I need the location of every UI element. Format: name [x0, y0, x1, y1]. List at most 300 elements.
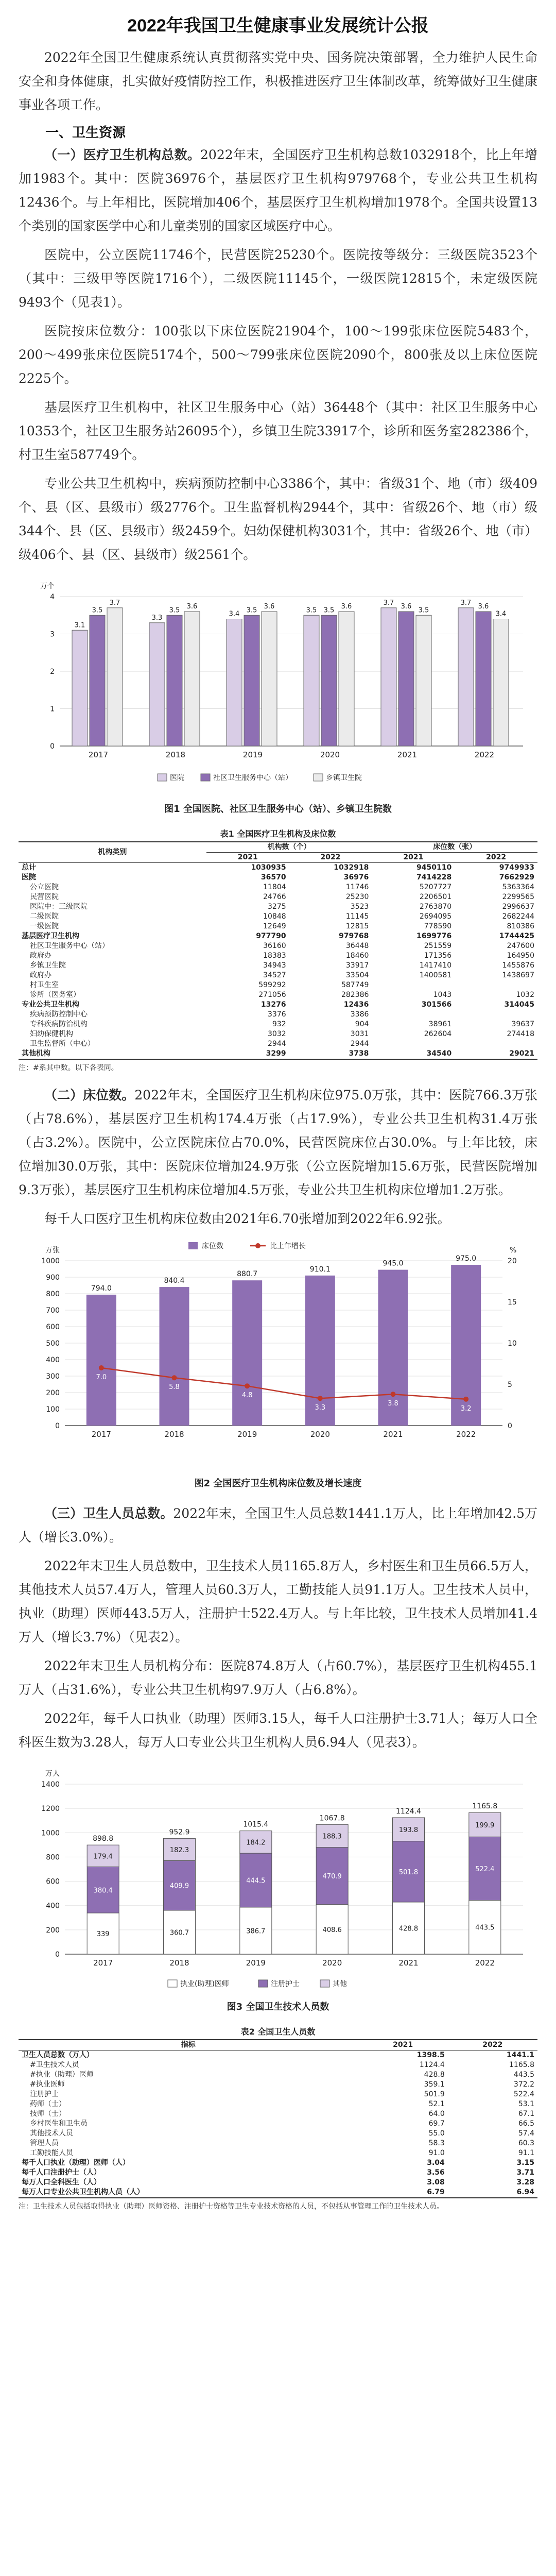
table-cell-value: 33917	[345, 961, 369, 970]
table-cell-label: 二级医院	[30, 912, 59, 921]
chart-1-legend-swatch	[314, 774, 323, 781]
table-cell-value: 24766	[263, 893, 286, 901]
chart-1-bar	[184, 612, 200, 746]
section-1-heading: 一、卫生资源	[45, 125, 126, 141]
chart-3-total-label: 1165.8	[472, 1802, 498, 1811]
chart-2-y-tick: 300	[46, 1372, 60, 1381]
table-cell-value: 60.3	[518, 2139, 534, 2147]
chart-3-legend-swatch	[168, 1980, 177, 1987]
chart-1-x-tick: 2018	[165, 750, 186, 759]
table-cell-value: 29021	[455, 1049, 537, 1059]
chart-2-growth-point	[245, 1383, 250, 1388]
subsection-3-lead: （三）卫生人员总数。	[44, 1506, 173, 1521]
chart-3	[19, 1764, 537, 1995]
table-cell-value: 3.08	[427, 2178, 445, 2187]
table-2-header-2022: 2022	[448, 2040, 537, 2050]
table-row	[19, 971, 537, 980]
table-cell-value: 38961	[428, 1020, 452, 1028]
chart-3-legend-swatch	[258, 1980, 268, 1987]
chart-3-data-label: 522.4	[475, 1865, 495, 1873]
table-cell-value: 36976	[343, 873, 369, 882]
table-1-title: 表1 全国医疗卫生机构及床位数	[220, 829, 336, 839]
table-cell-label: 专科疾病防治机构	[30, 1020, 88, 1028]
table-cell-value: 359.1	[424, 2080, 445, 2089]
table-cell-value: 262604	[424, 1030, 452, 1038]
table-cell-value: 3031	[350, 1030, 369, 1038]
paragraph-public-health: 专业公共卫生机构中，疾病预防控制中心3386个，其中：省级31个、地（市）级409个、县（区、县级市）级2776个。卫生监督机构2944个，其中：省级26个、地（市）级344个、县（区、县级市）级2459个。妇幼保健机构3031个，其中：省级26个、地（市）级406个、县（区、县级市）级2561个。	[19, 476, 537, 562]
table-cell-value: 57.4	[518, 2129, 534, 2138]
table-cell-label: #卫生技术人员	[30, 2061, 79, 2069]
table-cell-label: 其他技术人员	[30, 2129, 73, 2138]
chart-3-unit: 万人	[45, 1770, 60, 1778]
table-cell-value: 55.0	[428, 2129, 445, 2138]
paragraph-staff-per-capita: 2022年，每千人口执业（助理）医师3.15人，每千人口注册护士3.71人；每万人口全科医生数为3.28人，每万人口专业公共卫生机构人员6.94人（见表3）。	[19, 1711, 537, 1750]
table-cell-value: 171356	[424, 952, 452, 960]
intro-paragraph: 2022年全国卫生健康系统认真贯彻落实党中央、国务院决策部署，全力维护人民生命安全和身体健康，扎实做好疫情防控工作，积极推进医疗卫生体制改革，统筹做好卫生健康事业各项工作。	[19, 50, 537, 112]
table-cell-label: 专业公共卫生机构	[22, 1001, 79, 1009]
chart-2-y2-tick: 5	[508, 1381, 512, 1389]
table-row	[19, 941, 537, 951]
table-cell-value: 778590	[424, 922, 452, 930]
table-cell-value: 11804	[263, 883, 286, 891]
table-row	[19, 2178, 537, 2188]
chart-1-bar	[458, 608, 474, 746]
chart-3-x-tick: 2021	[398, 1958, 419, 1968]
table-cell-value: 69.7	[428, 2120, 445, 2128]
table-cell-value: 271056	[258, 991, 286, 999]
table-row	[19, 1029, 537, 1039]
table-cell-value: 932	[272, 1020, 286, 1028]
table-cell-value: 282386	[341, 991, 369, 999]
table-cell-value: 2206501	[419, 893, 452, 901]
table-cell-value: 53.1	[518, 2100, 534, 2108]
paragraph-staff-total: （三）卫生人员总数。2022年末，全国卫生人员总数1441.1万人，比上年增加42.5万人（增长3.0%）。	[19, 1506, 537, 1545]
table-cell-label: 乡镇卫生院	[30, 961, 66, 970]
paragraph-beds-per-capita: 每千人口医疗卫生机构床位数由2021年6.70张增加到2022年6.92张。	[44, 1211, 450, 1226]
chart-1-legend-swatch	[158, 774, 167, 781]
table-cell-label: 管理人员	[30, 2139, 59, 2147]
paragraph-hospitals-by-beds: 医院按床位数分：100张以下床位医院21904个，100～199张床位医院5483个，200～499张床位医院5174个，500～799张床位医院2090个，800张及以上床位医院2225个。	[19, 324, 537, 386]
table-cell-value: 1744425	[499, 932, 534, 940]
table-cell-value: 1043	[433, 991, 452, 999]
table-cell-value: 13276	[260, 1001, 286, 1009]
chart-2-legend-swatch	[255, 1243, 260, 1248]
chart-1-data-label: 3.4	[229, 610, 240, 618]
chart-3-total-label: 1124.4	[396, 1807, 421, 1816]
chart-1-data-label: 3.7	[383, 599, 394, 607]
chart-1-data-label: 3.4	[495, 610, 507, 618]
chart-2-data-label: 794.0	[91, 1284, 112, 1293]
table-2-note: 注：卫生技术人员包括取得执业（助理）医师资格、注册护士资格等卫生专业技术资格的人员，不包括从事管理工作的卫生技术人员。	[19, 2202, 444, 2211]
chart-2-growth-label: 7.0	[96, 1374, 107, 1381]
chart-2-data-label: 975.0	[456, 1255, 477, 1263]
chart-3-caption: 图3 全国卫生技术人员数	[227, 2002, 329, 2012]
table-row	[19, 2090, 537, 2099]
table-cell-value	[372, 1010, 455, 1020]
table-row	[19, 922, 537, 931]
chart-1-container	[19, 576, 537, 815]
chart-2-growth-point	[172, 1375, 177, 1380]
table-cell-value: 67.1	[518, 2110, 534, 2118]
table-cell-value: 3.56	[427, 2168, 445, 2177]
table-cell-value: 2682244	[502, 912, 534, 921]
chart-3-data-label: 184.2	[246, 1839, 266, 1847]
table-cell-value: 64.0	[428, 2110, 445, 2118]
chart-1-x-tick: 2017	[88, 750, 109, 759]
chart-1-data-label: 3.5	[323, 606, 335, 615]
table-cell-value: 5363364	[502, 883, 534, 891]
chart-2-x-tick: 2022	[456, 1430, 476, 1439]
table-cell-label: 政府办	[30, 952, 51, 960]
table-cell-value: 1124.4	[419, 2061, 445, 2069]
chart-1-data-label: 3.5	[92, 606, 103, 615]
chart-1-bar	[339, 612, 354, 746]
chart-3-x-tick: 2017	[93, 1958, 113, 1968]
table-cell-value: 1455876	[502, 961, 534, 970]
table-cell-value: 5207727	[419, 883, 452, 891]
table-row	[19, 1000, 537, 1010]
chart-2-y2-tick: 15	[508, 1298, 517, 1307]
table-cell-label: 卫生人员总数（万人）	[22, 2051, 94, 2059]
chart-3-y-tick: 1200	[41, 1805, 60, 1814]
chart-2-legend-swatch	[188, 1242, 198, 1249]
table-cell-label: #执业（助理）医师	[30, 2071, 94, 2079]
paragraph-staff-breakdown: 2022年末卫生人员总数中，卫生技术人员1165.8万人，乡村医生和卫生员66.5万人，其他技术人员57.4万人，管理人员60.3万人，工勤技能人员91.1万人。卫生技术人员中，执业（助理）医师443.5万人，注册护士522.4万人。与上年比较，卫生技术人员增加41.4万人（增长3.7%）（见表2）。	[19, 1558, 537, 1645]
chart-3-x-tick: 2022	[475, 1958, 495, 1968]
chart-1-data-label: 3.6	[478, 603, 489, 611]
chart-2-bar	[232, 1280, 262, 1426]
chart-3-x-tick: 2020	[322, 1958, 342, 1968]
table-cell-value: 1398.5	[416, 2051, 445, 2059]
table-cell-value: 3386	[350, 1010, 369, 1019]
table-row	[19, 2168, 537, 2178]
chart-3-data-label: 443.5	[475, 1924, 495, 1932]
table-cell-value: 3523	[350, 903, 369, 911]
chart-3-data-label: 339	[96, 1930, 110, 1939]
table-cell-value: 372.2	[513, 2080, 534, 2089]
chart-1-legend-label: 社区卫生服务中心（站）	[213, 774, 292, 782]
table-cell-value: 3376	[268, 1010, 286, 1019]
table-cell-value: 3032	[268, 1030, 286, 1038]
table-cell-value: 2996637	[502, 903, 534, 911]
table-cell-value: 274418	[507, 1030, 534, 1038]
table-row	[19, 2050, 537, 2061]
chart-2-y-tick: 900	[46, 1274, 60, 1282]
paragraph-institutions-total: （一）医疗卫生机构总数。2022年末，全国医疗卫生机构总数1032918个，比上年增加1983个。其中：医院36976个，基层医疗卫生机构979768个，专业公共卫生机构12436个。与上年相比，医院增加406个，基层医疗卫生机构增加1978个。全国共设置13个类别的国家医学中心和儿童类别的国家区域医疗中心。	[19, 147, 537, 233]
table-cell-value: 33504	[345, 971, 369, 979]
chart-2-data-label: 910.1	[309, 1265, 331, 1274]
chart-1-x-tick: 2021	[397, 750, 418, 759]
table-row	[19, 1039, 537, 1049]
table-cell-label: 诊所（医务室）	[30, 991, 80, 999]
chart-2-y-tick: 100	[46, 1405, 60, 1414]
chart-3-data-label: 179.4	[93, 1853, 113, 1861]
chart-1-unit: 万个	[40, 582, 55, 590]
page-title: 2022年我国卫生健康事业发展统计公报	[127, 16, 429, 36]
table-cell-label: 村卫生室	[30, 981, 59, 989]
table-cell-value: 522.4	[513, 2090, 534, 2098]
table-row	[19, 2139, 537, 2148]
table-1-subheader: 2021	[372, 853, 455, 863]
table-row	[19, 2099, 537, 2109]
table-1-subheader: 2022	[455, 853, 537, 863]
chart-3-x-tick: 2018	[169, 1958, 189, 1968]
chart-3-legend-label: 其他	[333, 1980, 347, 1988]
table-cell-value	[455, 1010, 537, 1020]
table-cell-value: 12649	[263, 922, 286, 930]
chart-3-container	[19, 1764, 537, 2013]
chart-3-total-label: 952.9	[169, 1828, 190, 1837]
table-cell-value: 12815	[345, 922, 369, 930]
table-row	[19, 2188, 537, 2198]
table-cell-label: 每千人口执业（助理）医师（人）	[22, 2159, 130, 2167]
chart-1-data-label: 3.6	[186, 603, 198, 611]
table-cell-value: 301566	[421, 1001, 452, 1009]
chart-1-caption: 图1 全国医院、社区卫生服务中心（站）、乡镇卫生院数	[164, 804, 392, 815]
chart-2-bar	[305, 1276, 335, 1426]
table-cell-label: 妇幼保健机构	[30, 1030, 73, 1038]
table-cell-value: 6.94	[448, 2188, 537, 2198]
table-cell-value: 2763870	[419, 903, 452, 911]
chart-2-growth-point	[463, 1397, 468, 1402]
chart-2-legend-label: 比上年增长	[270, 1242, 306, 1250]
chart-2-y-tick: 600	[46, 1323, 60, 1331]
table-cell-value: 34527	[263, 971, 286, 979]
chart-3-y-tick: 800	[46, 1853, 60, 1862]
chart-1-y-tick: 0	[50, 742, 55, 751]
table-cell-value: 36570	[260, 873, 286, 882]
table-cell-value: 1032	[516, 991, 534, 999]
chart-2-data-label: 840.4	[164, 1277, 185, 1285]
chart-2-x-tick: 2019	[237, 1430, 257, 1439]
subsection-1-lead: （一）医疗卫生机构总数。	[44, 147, 201, 162]
table-cell-value: 2944	[350, 1040, 369, 1048]
table-cell-label: 每万人口专业公共卫生机构人员（人）	[19, 2188, 358, 2198]
table-cell-value: 9450110	[416, 863, 452, 872]
table-cell-value: 3299	[206, 1049, 289, 1059]
table-cell-label: 一级医院	[30, 922, 59, 930]
table-cell-value: 1032918	[334, 863, 369, 872]
table-row	[19, 961, 537, 971]
table-1-subheader: 2022	[289, 853, 372, 863]
table-cell-label: 医院	[22, 873, 36, 882]
table-cell-label: 社区卫生服务中心（站）	[30, 942, 109, 950]
chart-1-data-label: 3.5	[418, 606, 429, 615]
chart-3-y-tick: 1000	[41, 1829, 60, 1838]
chart-1-data-label: 3.6	[401, 603, 412, 611]
table-cell-label: 民营医院	[30, 893, 59, 901]
chart-1-data-label: 3.6	[341, 603, 352, 611]
chart-3-total-label: 1015.4	[243, 1820, 269, 1829]
chart-1-legend-label: 医院	[170, 774, 184, 782]
chart-2-data-label: 880.7	[237, 1270, 258, 1279]
table-cell-value: 34540	[372, 1049, 455, 1059]
table-row	[19, 2070, 537, 2080]
table-cell-label: 其他机构	[19, 1049, 206, 1059]
table-cell-value: 18460	[345, 952, 369, 960]
table-cell-label: 每千人口注册护士（人）	[22, 2168, 101, 2177]
chart-2-growth-label: 3.2	[460, 1404, 472, 1413]
chart-2-container	[19, 1240, 537, 1489]
table-cell-value: 587749	[341, 981, 369, 989]
table-2-header-2021: 2021	[358, 2040, 448, 2050]
table-cell-value: 2694095	[419, 912, 452, 921]
chart-3-data-label: 501.8	[398, 1868, 419, 1876]
table-1-header-category: 机构类别	[19, 842, 206, 863]
chart-3-y-tick: 0	[55, 1951, 60, 1959]
chart-2-unit: 万张	[45, 1246, 60, 1255]
chart-2-x-tick: 2020	[310, 1430, 330, 1439]
chart-3-data-label: 408.6	[322, 1926, 342, 1934]
table-cell-value: 3.71	[516, 2168, 534, 2177]
chart-1-bar	[90, 615, 105, 746]
chart-2-y-tick: 400	[46, 1356, 60, 1364]
table-cell-value: 3275	[268, 903, 286, 911]
chart-2-x-tick: 2017	[91, 1430, 111, 1439]
table-cell-value: 1441.1	[506, 2051, 534, 2059]
table-cell-value: 6.79	[358, 2188, 448, 2198]
table-row	[19, 2119, 537, 2129]
table-cell-value: 251559	[424, 942, 452, 950]
table-cell-label: 每万人口全科医生（人）	[22, 2178, 101, 2187]
chart-1-x-tick: 2022	[474, 750, 495, 759]
chart-2-caption: 图2 全国医疗卫生机构床位数及增长速度	[194, 1478, 362, 1489]
table-2-header-indicator: 指标	[19, 2040, 358, 2050]
chart-3-y-tick: 200	[46, 1926, 60, 1935]
chart-2-y2-tick: 20	[508, 1257, 517, 1265]
table-cell-value: 810386	[507, 922, 534, 930]
chart-3-x-tick: 2019	[246, 1958, 266, 1968]
table-cell-label: 政府办	[30, 971, 51, 979]
chart-3-y-tick: 400	[46, 1902, 60, 1910]
chart-1-legend-swatch	[201, 774, 210, 781]
chart-2-bar	[160, 1287, 189, 1426]
table-cell-value: 66.5	[518, 2120, 534, 2128]
chart-3-data-label: 386.7	[246, 1927, 266, 1936]
table-cell-value	[372, 980, 455, 990]
table-cell-label: 技师（士）	[30, 2110, 66, 2118]
chart-3-data-label: 444.5	[246, 1877, 266, 1885]
table-row	[19, 990, 537, 1000]
chart-2-growth-point	[99, 1365, 104, 1370]
chart-2-growth-label: 4.8	[241, 1392, 253, 1400]
table-cell-value: 247600	[507, 942, 534, 950]
table-cell-value: 3.28	[516, 2178, 534, 2187]
table-cell-label: 注册护士	[30, 2090, 59, 2098]
chart-1-bar	[304, 615, 319, 746]
table-cell-value: 1400581	[419, 971, 452, 979]
chart-1-bar	[227, 619, 242, 747]
subsection-2-lead: （二）床位数。	[44, 1088, 135, 1103]
table-cell-value: 904	[355, 1020, 369, 1028]
chart-3-y-tick: 1400	[41, 1781, 60, 1789]
table-cell-value: 34943	[263, 961, 286, 970]
table-cell-label: 基层医疗卫生机构	[22, 932, 79, 940]
table-row	[19, 2129, 537, 2139]
table-row	[19, 951, 537, 961]
chart-2-legend-label: 床位数	[202, 1242, 223, 1250]
table-cell-value: 599292	[258, 981, 286, 989]
table-cell-value: 3.04	[427, 2159, 445, 2167]
table-cell-value: 164950	[507, 952, 534, 960]
chart-1-bar	[244, 615, 259, 746]
table-cell-value	[455, 980, 537, 990]
chart-2-y2-tick: 0	[508, 1422, 512, 1430]
chart-3-legend-label: 执业(助理)医师	[180, 1980, 229, 1988]
table-cell-value: 91.0	[428, 2149, 445, 2157]
chart-1-x-tick: 2020	[320, 750, 340, 759]
chart-2	[19, 1240, 537, 1472]
chart-1-data-label: 3.5	[306, 606, 317, 615]
table-cell-value: 9749933	[499, 863, 534, 872]
table-cell-label: 乡村医生和卫生员	[30, 2120, 88, 2128]
table-cell-value: 36448	[345, 942, 369, 950]
chart-1-bar	[107, 608, 123, 746]
chart-2-growth-label: 3.3	[315, 1404, 326, 1412]
table-cell-value: 25230	[345, 893, 369, 901]
chart-1-bar	[72, 630, 88, 746]
chart-1-y-tick: 1	[50, 705, 55, 714]
chart-3-data-label: 409.9	[169, 1882, 189, 1890]
table-cell-value: 11746	[345, 883, 369, 891]
chart-1-bar	[149, 623, 165, 746]
paragraph-primary-care: 基层医疗卫生机构中，社区卫生服务中心（站）36448个（其中：社区卫生服务中心10353个，社区卫生服务站26095个），乡镇卫生院33917个，诊所和医务室282386个，村卫生室587749个。	[19, 400, 537, 462]
table-cell-value: 39637	[511, 1020, 534, 1028]
chart-1-bar	[167, 615, 182, 746]
chart-1-data-label: 3.6	[264, 603, 275, 611]
table-row	[19, 2148, 537, 2158]
chart-1	[19, 576, 537, 798]
table-cell-value: 2944	[268, 1040, 286, 1048]
chart-1-y-tick: 4	[50, 593, 55, 601]
table-cell-value: 7662929	[499, 873, 534, 882]
chart-2-x-tick: 2018	[164, 1430, 184, 1439]
table-cell-label: 药师（士）	[30, 2100, 66, 2108]
table-cell-value: 1438697	[502, 971, 534, 979]
chart-1-data-label: 3.1	[74, 621, 85, 630]
table-cell-value: 52.1	[428, 2100, 445, 2108]
table-row	[19, 912, 537, 922]
chart-1-y-tick: 2	[50, 668, 55, 676]
table-1-header-count: 机构数（个）	[206, 842, 372, 853]
chart-2-y-tick: 1000	[41, 1257, 60, 1265]
table-cell-label: #执业医师	[30, 2080, 65, 2089]
chart-2-growth-line	[101, 1368, 466, 1399]
table-cell-value: 11145	[345, 912, 369, 921]
table-row	[19, 883, 537, 892]
chart-2-y-tick: 700	[46, 1307, 60, 1315]
table-row	[19, 863, 537, 873]
chart-3-data-label: 360.7	[169, 1929, 189, 1937]
chart-3-y-tick: 600	[46, 1877, 60, 1886]
table-row	[19, 1010, 537, 1020]
table-cell-value: 91.1	[518, 2149, 534, 2157]
chart-1-bar	[476, 612, 491, 746]
table-cell-value: 1417410	[419, 961, 452, 970]
table-cell-value: 2299565	[502, 893, 534, 901]
table-cell-value: 501.9	[424, 2090, 445, 2098]
table-cell-value: 977790	[256, 932, 286, 940]
chart-3-data-label: 380.4	[93, 1887, 113, 1895]
table-cell-value	[372, 1039, 455, 1049]
chart-1-bar	[493, 619, 509, 747]
table-cell-value: 58.3	[428, 2139, 445, 2147]
chart-1-x-tick: 2019	[242, 750, 263, 759]
table-cell-value: 1699776	[416, 932, 452, 940]
chart-1-data-label: 3.5	[169, 606, 180, 615]
chart-3-legend-swatch	[320, 1980, 329, 1987]
table-row	[19, 2080, 537, 2090]
